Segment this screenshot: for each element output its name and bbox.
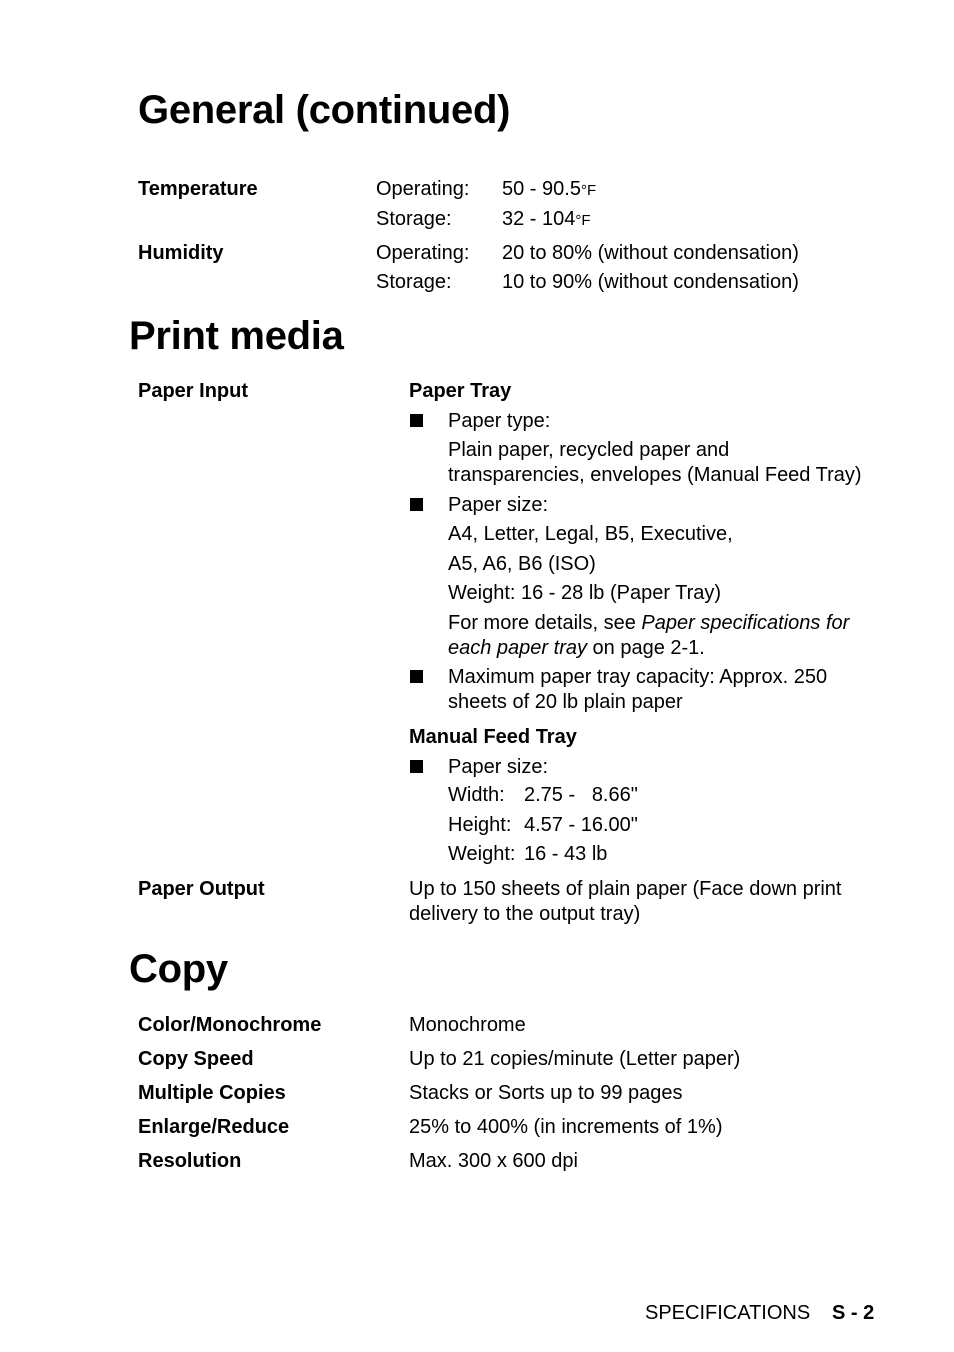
bullet-square-icon	[410, 670, 423, 683]
paper-output-label: Paper Output	[138, 878, 265, 900]
temperature-storage-value: 32 - 104°F	[502, 208, 591, 230]
paper-output-line2: delivery to the output tray)	[409, 903, 641, 925]
copy-row-label: Multiple Copies	[138, 1082, 286, 1104]
paper-size-label: Paper size:	[448, 494, 549, 516]
humidity-storage-label: Storage:	[376, 271, 452, 293]
copy-row-value: Monochrome	[409, 1014, 526, 1036]
paper-capacity-line1: Maximum paper tray capacity: Approx. 250	[448, 666, 828, 688]
paper-input-label: Paper Input	[138, 380, 249, 402]
temperature-storage-label: Storage:	[376, 208, 452, 230]
section-title-general: General (continued)	[138, 88, 511, 132]
footer-section-name: SPECIFICATIONS	[645, 1302, 811, 1324]
humidity-operating-label: Operating:	[376, 242, 470, 264]
paper-output-line1: Up to 150 sheets of plain paper (Face down print	[409, 878, 842, 900]
paper-type-label: Paper type:	[448, 410, 551, 432]
paper-tray-heading: Paper Tray	[409, 380, 512, 402]
paper-details-line1: For more details, see Paper specifications for	[448, 612, 850, 634]
manual-height-value: 4.57 - 16.00"	[524, 814, 638, 836]
paper-type-line2: transparencies, envelopes (Manual Feed Tray)	[448, 464, 862, 486]
temperature-operating-label: Operating:	[376, 178, 470, 200]
paper-size-line1: A4, Letter, Legal, B5, Executive,	[448, 523, 733, 545]
paper-details-line2: each paper tray on page 2-1.	[448, 637, 705, 659]
copy-row-value: 25% to 400% (in increments of 1%)	[409, 1116, 723, 1138]
copy-row-label: Enlarge/Reduce	[138, 1116, 290, 1138]
manual-width-value: 2.75 - 8.66"	[524, 784, 638, 806]
paper-spec-reference: Paper specifications for	[641, 612, 850, 634]
humidity-label: Humidity	[138, 242, 224, 264]
manual-weight-value: 16 - 43 lb	[524, 843, 608, 865]
humidity-operating-value: 20 to 80% (without condensation)	[502, 242, 799, 264]
humidity-storage-value: 10 to 90% (without condensation)	[502, 271, 799, 293]
paper-type-line1: Plain paper, recycled paper and	[448, 439, 730, 461]
copy-row-value: Max. 300 x 600 dpi	[409, 1150, 578, 1172]
bullet-square-icon	[410, 414, 423, 427]
manual-width-label: Width:	[448, 784, 505, 806]
temperature-label: Temperature	[138, 178, 258, 200]
temperature-operating-value: 50 - 90.5°F	[502, 178, 597, 200]
paper-weight-line: Weight: 16 - 28 lb (Paper Tray)	[448, 582, 722, 604]
bullet-square-icon	[410, 498, 423, 511]
section-title-copy: Copy	[129, 947, 228, 991]
manual-feed-tray-heading: Manual Feed Tray	[409, 726, 577, 748]
section-title-print-media: Print media	[129, 314, 344, 358]
copy-row-label: Color/Monochrome	[138, 1014, 322, 1036]
manual-paper-size-label: Paper size:	[448, 756, 549, 778]
footer-page-number: S - 2	[832, 1302, 875, 1324]
copy-row-value: Up to 21 copies/minute (Letter paper)	[409, 1048, 741, 1070]
bullet-square-icon	[410, 760, 423, 773]
paper-size-line2: A5, A6, B6 (ISO)	[448, 553, 596, 575]
copy-row-label: Copy Speed	[138, 1048, 254, 1070]
copy-row-value: Stacks or Sorts up to 99 pages	[409, 1082, 683, 1104]
copy-row-label: Resolution	[138, 1150, 242, 1172]
paper-capacity-line2: sheets of 20 lb plain paper	[448, 691, 683, 713]
manual-height-label: Height:	[448, 814, 512, 836]
manual-weight-label: Weight:	[448, 843, 516, 865]
